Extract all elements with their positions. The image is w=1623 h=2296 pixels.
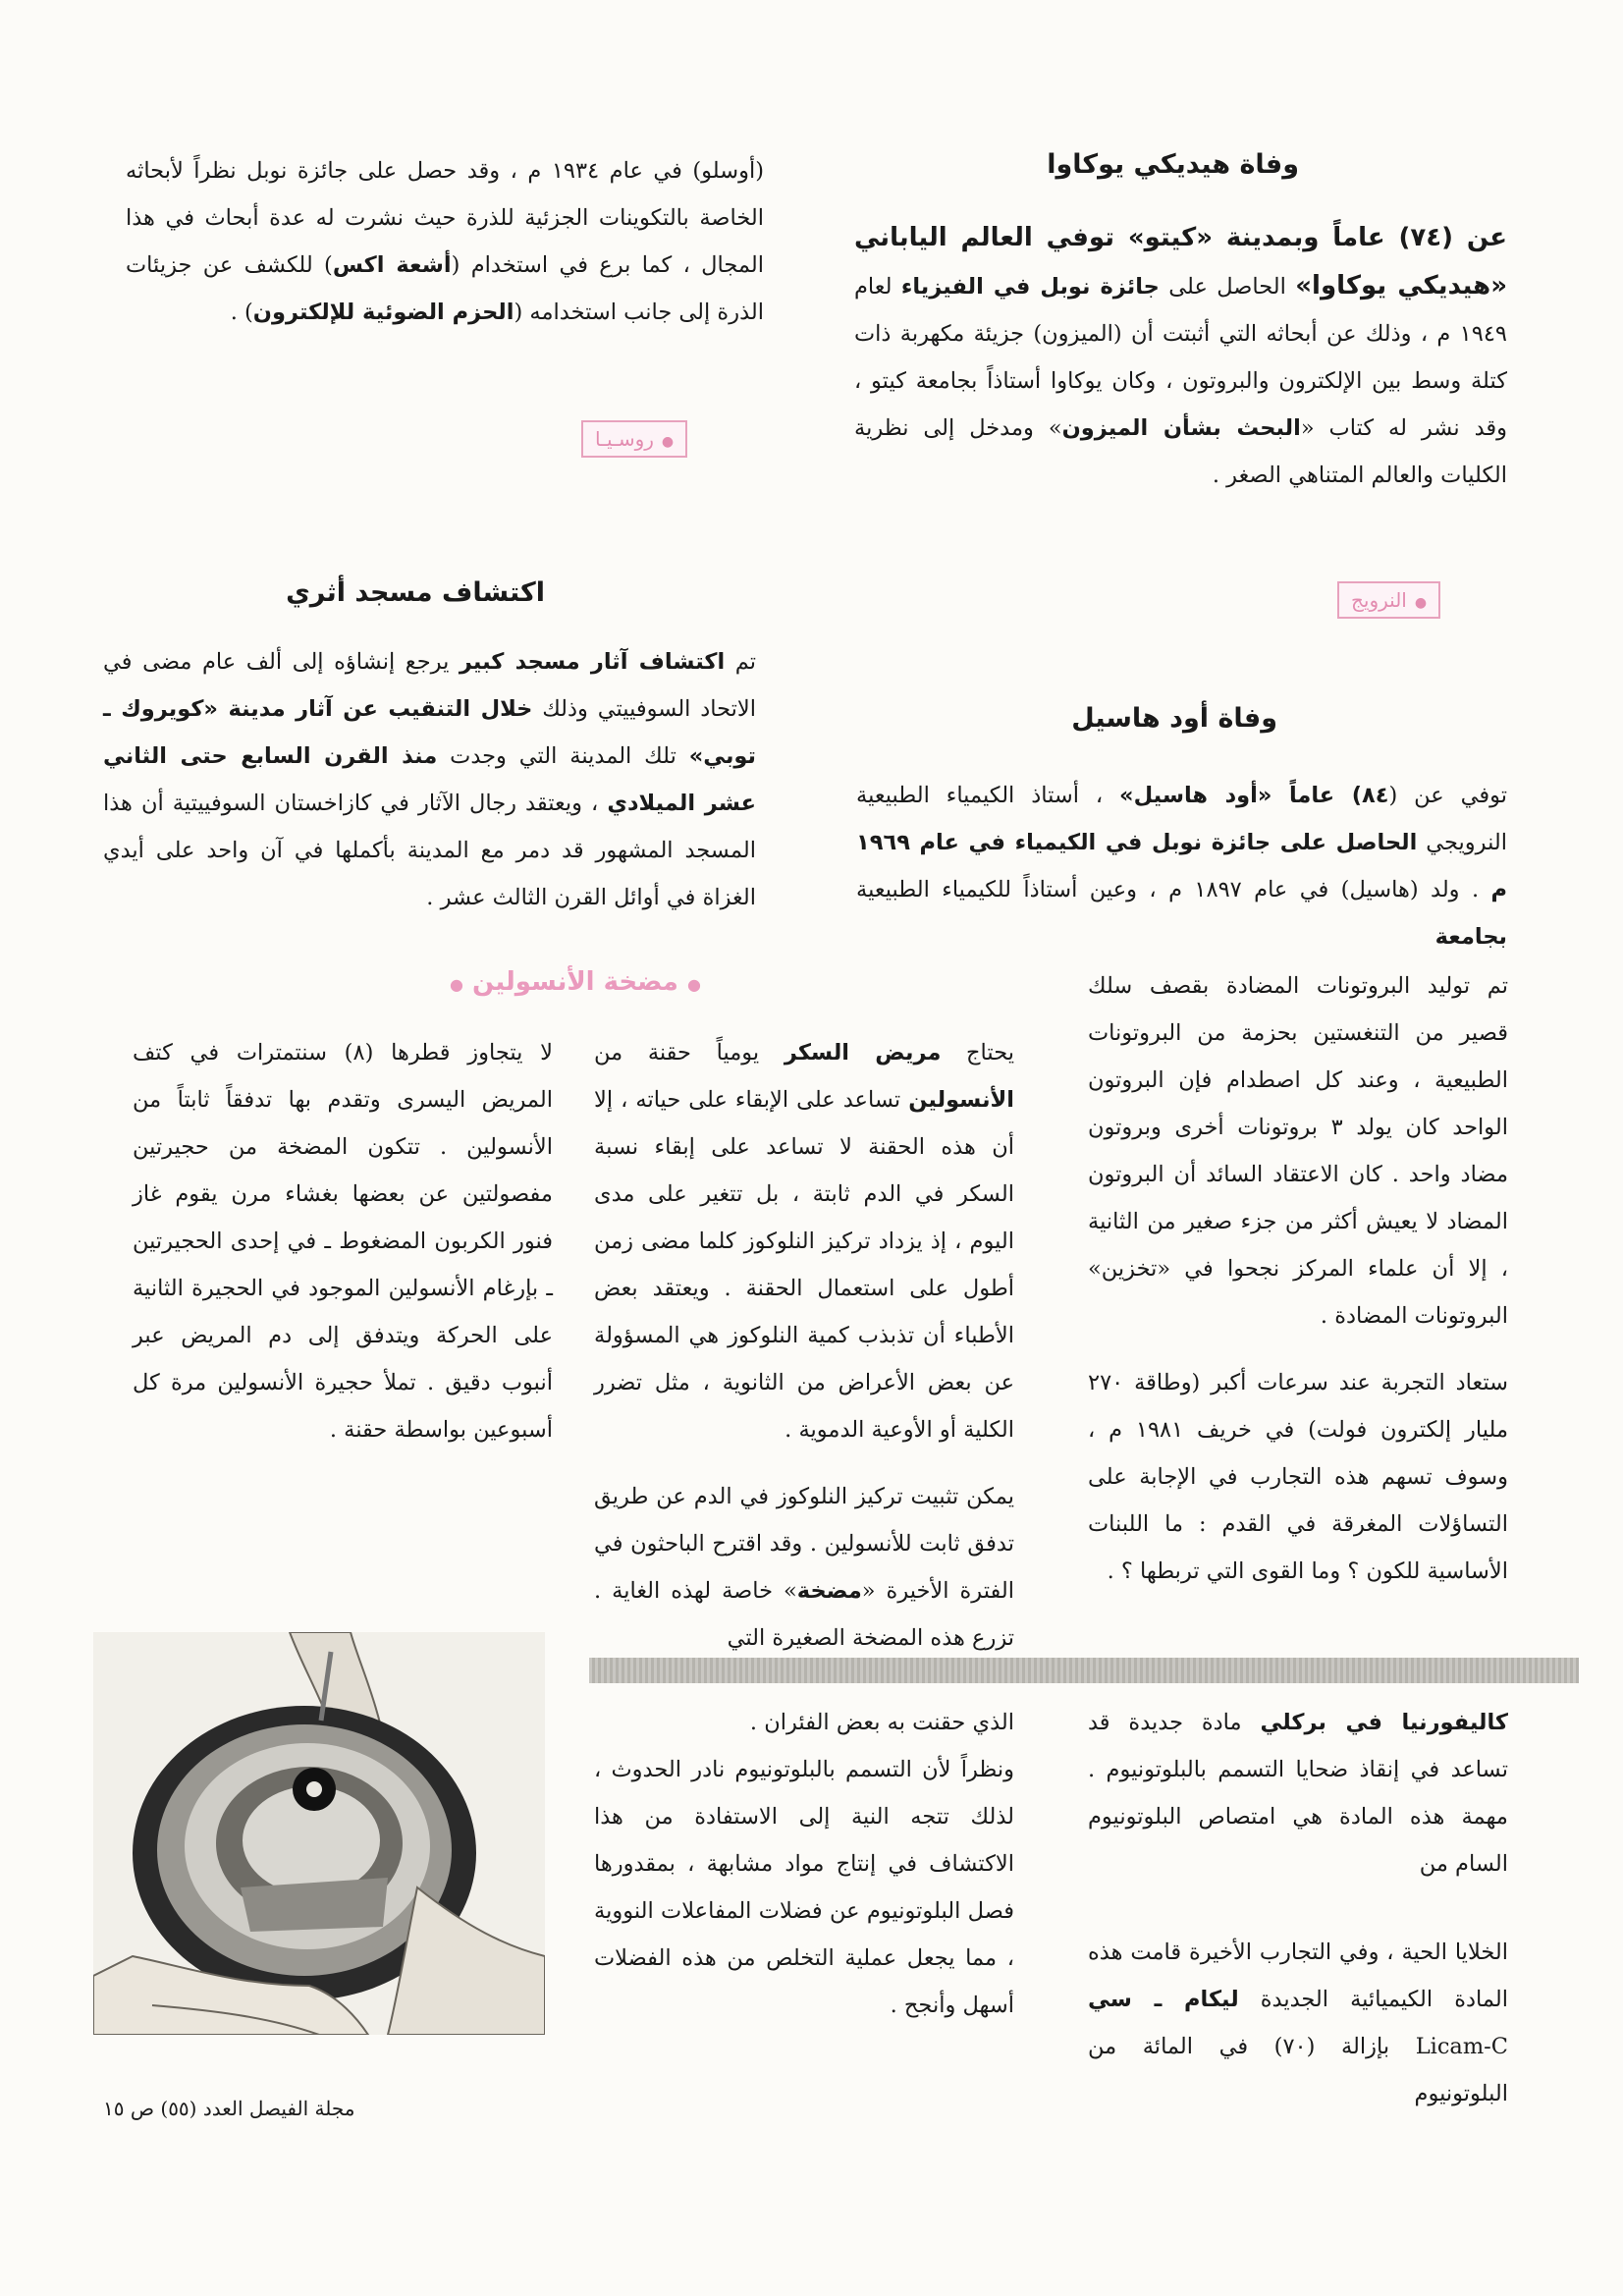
yukawa-continuation: (أوسلو) في عام ١٩٣٤ م ، وقد حصل على جائزة نوبل نظراً لأبحاثه الخاصة بالتكوينات الجزئية للذرة حيث نشرت له عدة أبحاث في هذا المجال ، كما برع في استخدام (أشعة اكس) للكشف عن جزيئات الذرة إلى جانب استخدامه (الحزم الضوئية للإلكترون) . — [126, 158, 765, 325]
yukawa-text: عن (٧٤) عاماً وبمدينة «كيتو» توفي العالم الياباني «هيديكي يوكاوا» الحاصل على جائزة نوبل في الفيزياء لعام ١٩٤٩ م ، وذلك عن أبحاثه التي أثبتت أن (الميزون) جزيئة مكهربة ذات كتلة وسط بين الإلكترون والبروتون ، وكان يوكاوا أستاذاً بجامعة كيتو ، وقد نشر له كتاب «البحث بشأن الميزون» ومدخل إلى نظرية الكليات والعالم المتناهي الصغر . — [854, 223, 1508, 488]
tag-dot-icon: ● — [686, 975, 701, 994]
hassel-title: وفاة أود هاسيل — [1071, 703, 1277, 734]
stamp-russia: ●روسـيـا — [581, 420, 687, 458]
tag-dot-icon: ● — [450, 975, 463, 994]
hassel-text: توفي عن (٨٤) عاماً «أود هاسيل» ، أستاذ الكيمياء الطبيعية النرويجي الحاصل على جائزة نوبل في الكيمياء في عام ١٩٦٩ م . ولد (هاسيل) في عام ١٨٩٧ م ، وعين أستاذاً للكيمياء الطبيعية بجامعة — [856, 783, 1508, 950]
insulin-text-col2: لا يتجاوز قطرها (٨) سنتمترات في كتف المريض اليسرى وتقدم بها تدفقاً ثابتاً من الأنسولين . تتكون المضخة من حجيرتين مفصولتين عن بعضها بغشاء مرن يقوم غاز فنور الكربون المضغوط ـ في إحدى الحجيرتين ـ بإرغام الأنسولين الموجود في الحجيرة الثانية على الحركة ويتدفق إلى دم المريض عبر أنبوب دقيق . تملأ حجيرة الأنسولين مرة كل أسبوعين بواسطة حقنة . — [133, 1040, 553, 1443]
insulin-text-col1: يحتاج مريض السكر يومياً حقنة من الأنسولين تساعد على الإبقاء على حياته ، إلا أن هذه الحقنة لا تساعد على إبقاء نسبة السكر في الدم ثابتة ، بل تتغير على مدى اليوم ، إذ يزداد تركيز النلوكوز كلما مضى زمن أطول على استعمال الحقنة . ويعتقد بعض الأطباء أن تذبذب كمية النلوكوز هي المسؤولة عن بعض الأعراض من الثانوية ، مثل تضرر الكلية أو الأوعية الدموية . يمكن تثبيت تركيز النلوكوز في الدم عن طريق تدفق ثابت للأنسولين . وقد اقترح الباحثون في الفترة الأخيرة «مضخة» خاصة لهذه الغاية . تزرع هذه المضخة الصغيرة التي — [594, 1040, 1014, 1651]
stamp-dot-icon: ● — [661, 434, 675, 450]
insulin-section-tag: ● مضخة الأنسولين ● — [450, 967, 701, 997]
insulin-pump-icon — [93, 1632, 545, 2035]
page-footer: مجلة الفيصل العدد (٥٥) ص ١٥ — [103, 2097, 355, 2120]
plutonium-text-col2: الذي حقنت به بعض الفئران . ونظراً لأن التسمم بالبلوتونيوم نادر الحدوث ، لذلك تتجه النية إلى الاستفادة من هذا الاكتشاف في إنتاج مواد مشابهة ، بمقدورها فصل البلوتونيوم عن فضلات المفاعلات النووية ، مما يجعل عملية التخلص من هذه الفضلات أسهل وأنجح . — [594, 1710, 1014, 2018]
plutonium-text-col1: كاليفورنيا في بركلي مادة جديدة قد تساعد في إنقاذ ضحايا التسمم بالبلوتونيوم . مهمة هذه المادة هي امتصاص البلوتونيوم السام من الخلايا الحية ، وفي التجارب الأخيرة قامت هذه المادة الكيميائية الجديدة ليكام ـ سي Licam-C بإزالة (٧٠) في المائة من البلوتونيوم — [1088, 1710, 1508, 2106]
insulin-pump-photo — [93, 1632, 545, 2035]
antiproton-text: تم توليد البروتونات المضادة بقصف سلك قصير من التنغستين بحزمة من البروتونات الطبيعية ، وعند كل اصطدام فإن البروتون الواحد كان يولد ٣ بروتونات أخرى وبروتون مضاد واحد . كان الاعتقاد السائد أن البروتون المضاد لا يعيش أكثر من جزء صغير من الثانية ، إلا أن علماء المركز نجحوا في «تخزين» البروتونات المضادة . ستعاد التجربة عند سرعات أكبر (وطاقة ٢٧٠ مليار إلكترون فولت) في خريف ١٩٨١ م ، وسوف تسهم هذه التجارب في الإجابة على التساؤلات المغرقة في القدم : ما اللبنات الأساسية للكون ؟ وما القوى التي تربطها ؟ . — [1088, 973, 1508, 1584]
stamp-dot-icon: ● — [1414, 595, 1428, 611]
section-divider-band — [589, 1658, 1579, 1683]
stamp-norway: ●النرويج — [1337, 581, 1440, 619]
mosque-text: تم اكتشاف آثار مسجد كبير يرجع إنشاؤه إلى ألف عام مضى في الاتحاد السوفييتي وذلك خلال التنقيب عن آثار مدينة «كويروك ـ توبي» تلك المدينة التي وجدت منذ القرن السابع حتى الثاني عشر الميلادي ، ويعتقد رجال الآثار في كازاخستان السوفييتية أن هذا المسجد المشهور قد دمر مع المدينة بأكملها في آن واحد على أيدي الغزاة في أوائل القرن الثالث عشر . — [103, 649, 756, 910]
mosque-title: اكتشاف مسجد أثري — [286, 577, 545, 608]
yukawa-title: وفاة هيديكي يوكاوا — [1047, 149, 1299, 180]
